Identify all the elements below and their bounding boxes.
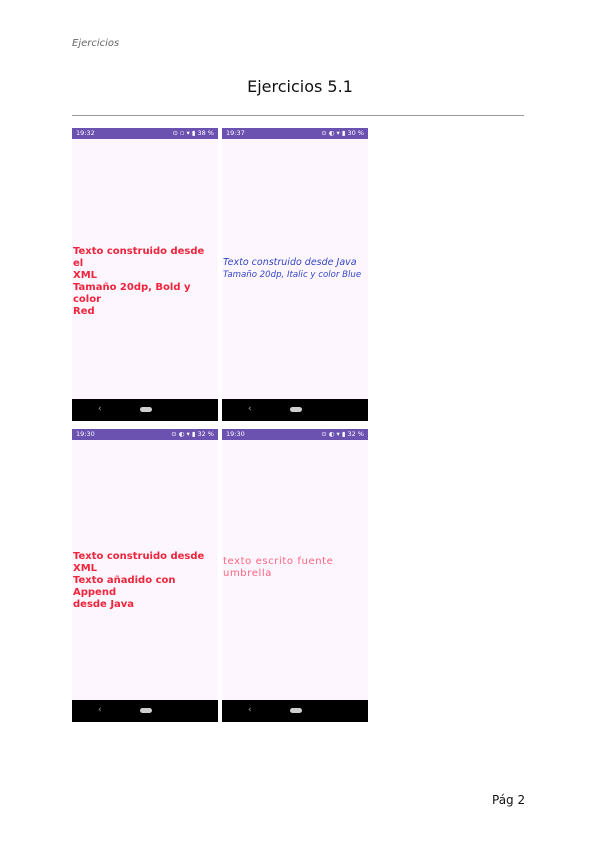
screen-text [223, 257, 366, 281]
app-screenshot-4 [222, 429, 368, 722]
text-line: desde Java [73, 599, 135, 610]
home-pill-icon[interactable] [290, 708, 302, 713]
header-note: Ejercicios [72, 38, 120, 49]
page-number: Pág 2 [492, 793, 526, 807]
status-time: 19:30 [226, 430, 245, 438]
text-line: XML [73, 270, 98, 281]
status-icons: ⊙ ▫ ▾ ▮ 38 % [172, 129, 214, 137]
status-bar [222, 128, 368, 139]
page-title: Ejercicios 5.1 [247, 77, 353, 96]
nav-bar [222, 399, 368, 421]
text-line: texto escrito fuente [223, 556, 334, 567]
title-divider [72, 115, 524, 116]
text-line: umbrella [223, 568, 272, 579]
app-screenshot-1 [72, 128, 218, 421]
home-pill-icon[interactable] [140, 708, 152, 713]
back-icon[interactable]: ‹ [248, 705, 252, 715]
status-icons: ⊙ ◐ ▾ ▮ 30 % [321, 129, 364, 137]
text-line: Red [73, 306, 95, 317]
text-line: Tamaño 20dp, Italic y color Blue [223, 270, 362, 280]
nav-bar [222, 700, 368, 722]
home-pill-icon[interactable] [290, 407, 302, 412]
app-screenshot-3 [72, 429, 218, 722]
home-pill-icon[interactable] [140, 407, 152, 412]
text-line: Texto construido desde el [73, 246, 205, 269]
status-bar [222, 429, 368, 440]
status-icons: ⊙ ◐ ▾ ▮ 32 % [171, 430, 214, 438]
app-screenshot-2 [222, 128, 368, 421]
back-icon[interactable]: ‹ [248, 404, 252, 414]
text-line: Texto construido desde Java [223, 257, 357, 268]
nav-bar [72, 399, 218, 421]
status-time: 19:37 [226, 129, 245, 137]
status-time: 19:32 [76, 129, 95, 137]
text-line: Texto construido desde XML [73, 551, 205, 574]
status-bar [72, 429, 218, 440]
text-line: Tamaño 20dp, Bold y color [73, 282, 191, 305]
screen-text [73, 551, 216, 611]
status-bar [72, 128, 218, 139]
back-icon[interactable]: ‹ [98, 705, 102, 715]
status-icons: ⊙ ◐ ▾ ▮ 32 % [321, 430, 364, 438]
nav-bar [72, 700, 218, 722]
screen-text [73, 246, 216, 318]
status-time: 19:30 [76, 430, 95, 438]
text-line: Texto añadido con Append [73, 575, 176, 598]
back-icon[interactable]: ‹ [98, 404, 102, 414]
screen-text [223, 556, 366, 580]
